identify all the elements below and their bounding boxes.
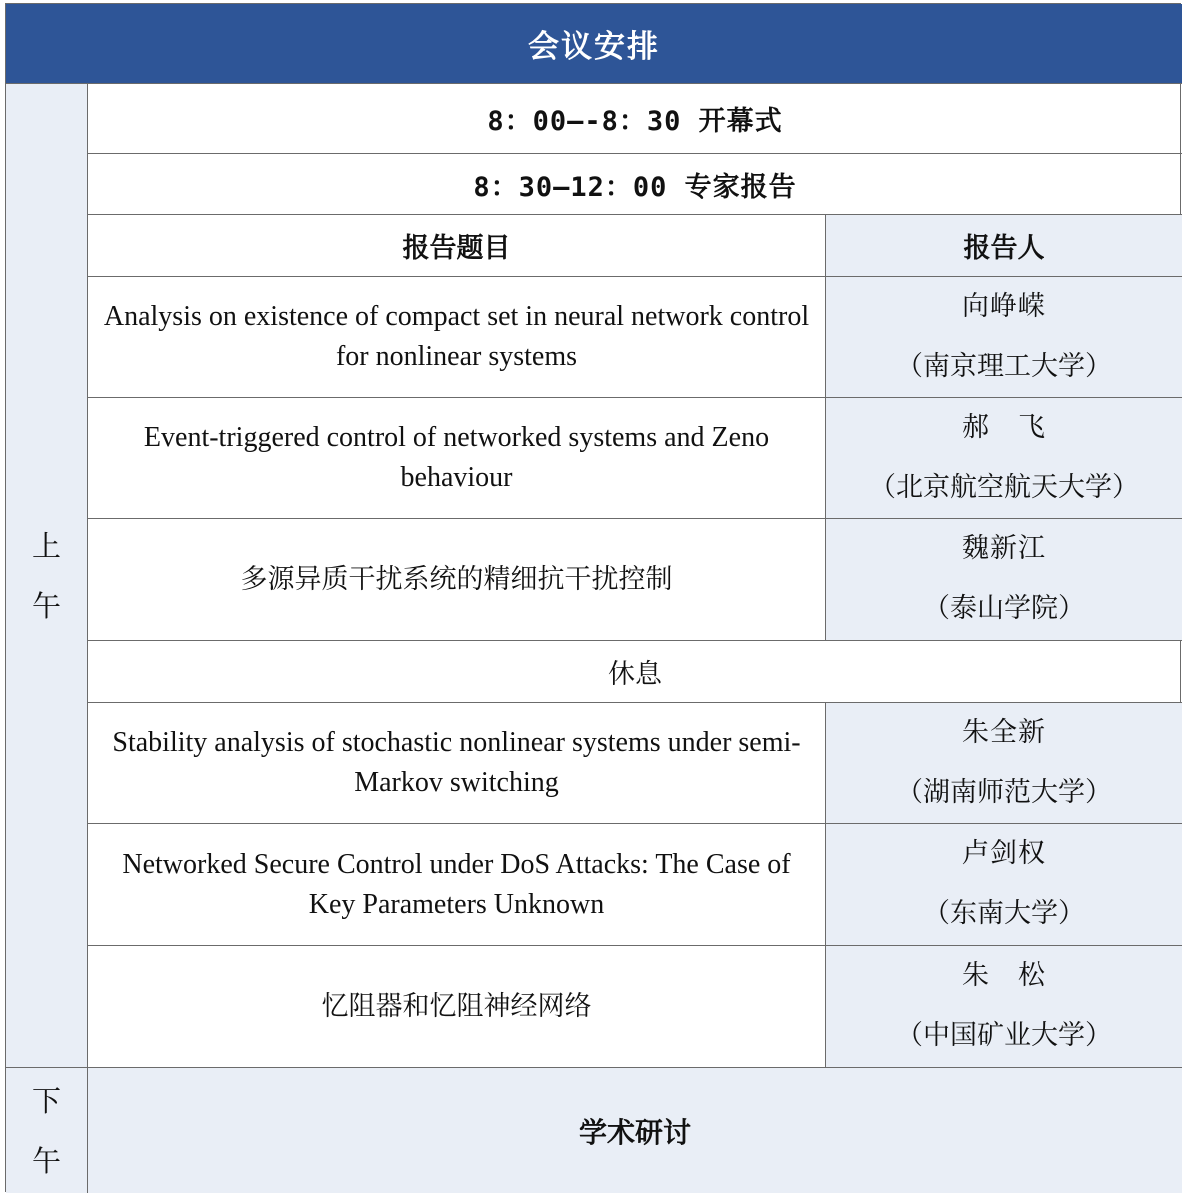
- speaker-affiliation: （泰山学院）: [923, 593, 1085, 624]
- afternoon-char-1: 下: [31, 1083, 61, 1118]
- speaker-name: 朱全新: [962, 717, 1046, 748]
- speaker-affiliation: （南京理工大学）: [896, 351, 1112, 382]
- afternoon-label: [6, 1068, 88, 1193]
- afternoon-char-2: 午: [31, 1143, 61, 1178]
- table-title: 会议安排: [6, 4, 1182, 84]
- speaker-name: 向峥嵘: [962, 291, 1046, 322]
- opening-slot: 8：00—-8：30 开幕式: [88, 84, 1182, 154]
- speaker-name: 卢剑权: [962, 838, 1046, 869]
- break-row: 休息: [88, 641, 1182, 703]
- speaker-affiliation: （湖南师范大学）: [896, 777, 1112, 808]
- morning-char-2: 午: [31, 588, 61, 623]
- talk-topic: Analysis on existence of compact set in neural network control for nonlinear systems: [88, 277, 826, 398]
- speaker-affiliation: （北京航空航天大学）: [869, 472, 1139, 503]
- talk-topic: Event-triggered control of networked systems and Zeno behaviour: [88, 398, 826, 519]
- talk-speaker-cell: [826, 277, 1182, 398]
- speaker-name: 郝 飞: [962, 412, 1046, 443]
- speaker-name: 魏新江: [962, 533, 1046, 564]
- afternoon-session: 学术研讨: [88, 1068, 1182, 1193]
- morning-label: [6, 84, 88, 1068]
- speaker-affiliation: （东南大学）: [923, 898, 1085, 929]
- talk-speaker-cell: [826, 519, 1182, 641]
- talk-topic: Networked Secure Control under DoS Attacks: The Case of Key Parameters Unknown: [88, 824, 826, 946]
- schedule-table: [5, 3, 1181, 1192]
- talk-topic: Stability analysis of stochastic nonlinear systems under semi-Markov switching: [88, 703, 826, 824]
- talk-speaker-cell: [826, 398, 1182, 519]
- talk-speaker-cell: [826, 824, 1182, 946]
- column-header-topic: 报告题目: [88, 215, 826, 277]
- talk-speaker-cell: [826, 946, 1182, 1068]
- morning-char-1: 上: [31, 528, 61, 563]
- speaker-affiliation: （中国矿业大学）: [896, 1020, 1112, 1051]
- talk-speaker-cell: [826, 703, 1182, 824]
- speaker-name: 朱 松: [962, 960, 1046, 991]
- talk-topic: 多源异质干扰系统的精细抗干扰控制: [88, 519, 826, 641]
- column-header-speaker: 报告人: [826, 215, 1182, 277]
- reports-slot: 8：30—12：00 专家报告: [88, 154, 1182, 215]
- talk-topic: 忆阻器和忆阻神经网络: [88, 946, 826, 1068]
